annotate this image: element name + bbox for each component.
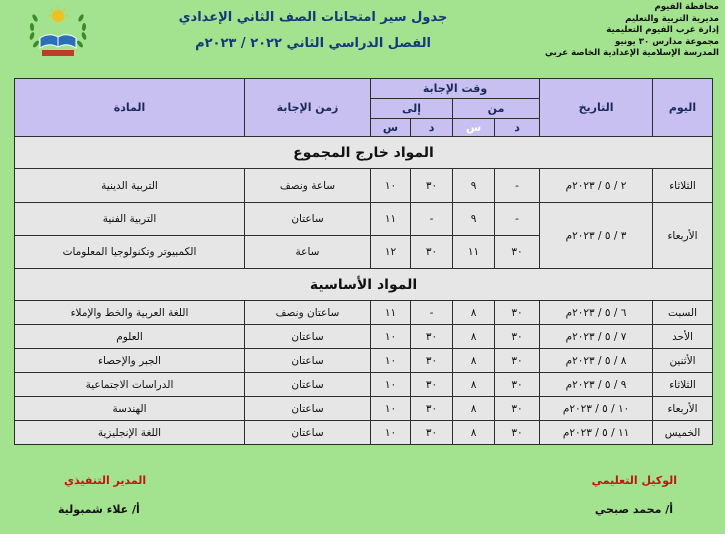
cell-from-hours: ١١: [453, 236, 495, 269]
cell-subject: الكمبيوتر وتكنولوجيا المعلومات: [15, 236, 245, 269]
cell-subject: الهندسة: [15, 397, 245, 421]
cell-to-minutes: -: [411, 203, 453, 236]
col-header-to: إلى: [371, 99, 453, 119]
header-row: [15, 79, 713, 99]
cell-day: الأثنين: [653, 349, 713, 373]
cell-duration: ساعتان: [245, 203, 371, 236]
cell-from-hours: ٩: [453, 169, 495, 203]
cell-from-hours: ٨: [453, 325, 495, 349]
cell-day: الخميس: [653, 421, 713, 445]
table-row: [15, 325, 713, 349]
cell-duration: ساعة ونصف: [245, 169, 371, 203]
right-signature-name: أ/ محمد صبحي: [594, 503, 673, 516]
col-header-hours: س: [371, 119, 411, 137]
cell-from-hours: ٨: [453, 373, 495, 397]
cell-to-minutes: ٣٠: [411, 169, 453, 203]
section-title-outside: المواد خارج المجموع: [15, 137, 713, 169]
cell-to-hours: ١١: [371, 203, 411, 236]
col-header-date: التاريخ: [540, 79, 653, 137]
cell-subject: التربية الفنية: [15, 203, 245, 236]
cell-date: ٩ / ٥ / ٢٠٢٣م: [540, 373, 653, 397]
cell-duration: ساعتان: [245, 325, 371, 349]
cell-date: ٨ / ٥ / ٢٠٢٣م: [540, 349, 653, 373]
col-header-subject: المادة: [15, 79, 245, 137]
col-header-minutes: د: [495, 119, 540, 137]
cell-from-hours: ٨: [453, 421, 495, 445]
cell-to-hours: ١٠: [371, 421, 411, 445]
section-row: [15, 269, 713, 301]
cell-duration: ساعتان: [245, 349, 371, 373]
cell-from-hours: ٨: [453, 301, 495, 325]
cell-to-hours: ١٠: [371, 169, 411, 203]
cell-to-hours: ١٢: [371, 236, 411, 269]
cell-to-hours: ١٠: [371, 397, 411, 421]
left-signature-title: المدير التنفيذي: [64, 474, 147, 487]
cell-date: ١١ / ٥ / ٢٠٢٣م: [540, 421, 653, 445]
ministry-logo: [22, 4, 94, 58]
cell-to-hours: ١٠: [371, 349, 411, 373]
cell-duration: ساعتان: [245, 421, 371, 445]
cell-date: ٦ / ٥ / ٢٠٢٣م: [540, 301, 653, 325]
cell-from-minutes: ٣٠: [495, 301, 540, 325]
cell-to-minutes: ٣٠: [411, 236, 453, 269]
cell-day: الأربعاء: [653, 203, 713, 269]
cell-from-minutes: ٣٠: [495, 421, 540, 445]
col-header-minutes: د: [411, 119, 453, 137]
col-header-time: وقت الإجابة: [371, 79, 540, 99]
cell-from-hours: ٨: [453, 397, 495, 421]
exam-schedule-table: [14, 78, 713, 445]
col-header-hours: س: [453, 119, 495, 137]
info-line: المدرسة الإسلامية الإعدادية الخاصة عربي: [544, 48, 719, 59]
cell-from-minutes: -: [495, 169, 540, 203]
table-row: [15, 203, 713, 236]
cell-subject: العلوم: [15, 325, 245, 349]
cell-to-hours: ١٠: [371, 373, 411, 397]
page-subtitle: الفصل الدراسي الثاني ٢٠٢٢ / ٢٠٢٣م: [195, 36, 431, 51]
table-row: [15, 301, 713, 325]
col-header-day: اليوم: [653, 79, 713, 137]
cell-to-minutes: ٣٠: [411, 421, 453, 445]
cell-to-minutes: ٣٠: [411, 397, 453, 421]
cell-day: الثلاثاء: [653, 169, 713, 203]
cell-duration: ساعتان: [245, 397, 371, 421]
cell-subject: الجبر والإحصاء: [15, 349, 245, 373]
cell-to-hours: ١١: [371, 301, 411, 325]
col-header-from: من: [453, 99, 540, 119]
cell-subject: الدراسات الاجتماعية: [15, 373, 245, 397]
info-line: مديرية التربية والتعليم: [625, 13, 719, 24]
cell-to-minutes: -: [411, 301, 453, 325]
cell-from-minutes: -: [495, 203, 540, 236]
cell-from-minutes: ٣٠: [495, 349, 540, 373]
cell-from-minutes: ٣٠: [495, 373, 540, 397]
cell-to-minutes: ٣٠: [411, 373, 453, 397]
school-info: [514, 2, 719, 60]
cell-subject: اللغة الإنجليزية: [15, 421, 245, 445]
info-line: إدارة غرب الفيوم التعليمية: [606, 25, 719, 36]
cell-duration: ساعتان ونصف: [245, 301, 371, 325]
cell-from-minutes: ٣٠: [495, 397, 540, 421]
cell-from-minutes: ٣٠: [495, 325, 540, 349]
table-row: [15, 349, 713, 373]
col-header-duration: زمن الإجابة: [245, 79, 371, 137]
cell-date: ٢ / ٥ / ٢٠٢٣م: [540, 169, 653, 203]
cell-to-minutes: ٣٠: [411, 349, 453, 373]
cell-day: الأحد: [653, 325, 713, 349]
cell-day: الثلاثاء: [653, 373, 713, 397]
cell-date: ٧ / ٥ / ٢٠٢٣م: [540, 325, 653, 349]
info-line: محافظة الفيوم: [654, 2, 719, 12]
cell-from-hours: ٨: [453, 349, 495, 373]
cell-to-hours: ١٠: [371, 325, 411, 349]
section-row: [15, 137, 713, 169]
table-row: [15, 421, 713, 445]
table-row: [15, 169, 713, 203]
cell-from-hours: ٩: [453, 203, 495, 236]
cell-date: ٣ / ٥ / ٢٠٢٣م: [540, 203, 653, 269]
left-signature-name: أ/ علاء شمبولية: [58, 503, 140, 516]
cell-day: السبت: [653, 301, 713, 325]
cell-date: ١٠ / ٥ / ٢٠٢٣م: [540, 397, 653, 421]
table-row: [15, 397, 713, 421]
cell-subject: اللغة العربية والخط والإملاء: [15, 301, 245, 325]
page-title-block: [148, 8, 478, 54]
table-row: [15, 373, 713, 397]
cell-subject: التربية الدينية: [15, 169, 245, 203]
page-title: جدول سير امتحانات الصف الثاني الإعدادي: [178, 10, 448, 25]
info-line: مجموعة مدارس ٣٠ يونيو: [615, 36, 719, 47]
cell-day: الأربعاء: [653, 397, 713, 421]
cell-to-minutes: ٣٠: [411, 325, 453, 349]
right-signature-title: الوكيل التعليمي: [591, 474, 677, 487]
cell-duration: ساعتان: [245, 373, 371, 397]
cell-from-minutes: ٣٠: [495, 236, 540, 269]
section-title-core: المواد الأساسية: [15, 269, 713, 301]
cell-duration: ساعة: [245, 236, 371, 269]
